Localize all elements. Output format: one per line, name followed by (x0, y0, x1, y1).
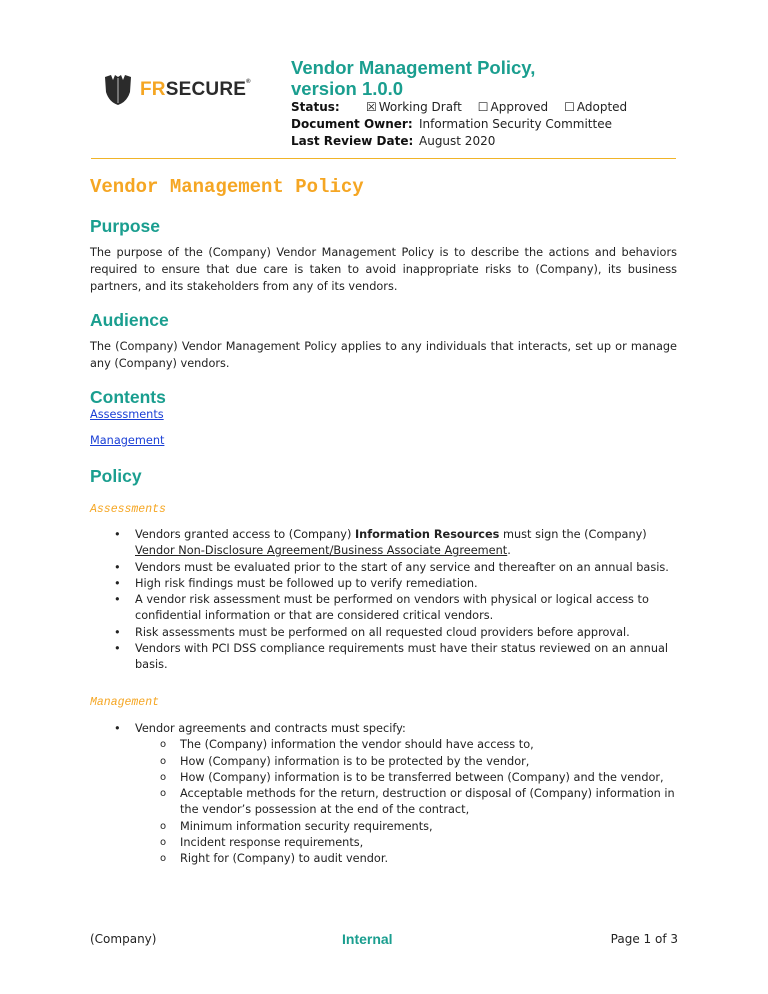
assessments-list (90, 527, 680, 674)
status-working-draft[interactable]: ☒ Working Draft (366, 100, 462, 114)
unchecked-box-icon: ☐ (564, 100, 575, 114)
purpose-heading: Purpose (90, 216, 161, 236)
status-approved[interactable]: ☐ Approved (477, 100, 549, 114)
list-item: o Right for (Company) to audit vendor. (160, 852, 389, 866)
list-item: o How (Company) information is to be protected by the vendor, (160, 754, 530, 768)
main-title: Vendor Management Policy (90, 176, 364, 198)
owner-value: Information Security Committee (419, 117, 612, 131)
logo-text: FRSECURE® (140, 79, 251, 100)
audience-heading: Audience (90, 310, 169, 330)
purpose-text: The purpose of the (Company) Vendor Management Policy is to describe the actions and behaviors required to ensure that due care is taken to avoid inappropriate risks to (Company), its business partners, and its stakeholders from any of its vendors. (90, 246, 677, 293)
document-meta (291, 99, 643, 150)
title-line-2: version 1.0.0 (291, 78, 404, 99)
nda-link[interactable]: Vendor Non-Disclosure Agreement/Business Associate Agreement (135, 544, 508, 558)
review-label: Last Review Date: (291, 134, 414, 148)
list-item: o Minimum information security requirements, (160, 819, 433, 833)
review-value: August 2020 (419, 134, 496, 148)
list-item: • Vendors granted access to (Company) Information Resources must sign the (Company) Vendor Non-Disclosure Agreement/Business Associate Agreement. (114, 528, 647, 558)
list-item: o How (Company) information is to be transferred between (Company) and the vendor, (160, 770, 664, 784)
audience-text: The (Company) Vendor Management Policy applies to any individuals that interacts, set up or manage any (Company) vendors. (90, 340, 677, 370)
list-item: o Acceptable methods for the return, destruction or disposal of (Company) information in the vendor’s possession at the end of the contract, (160, 787, 675, 817)
footer-company: (Company) (90, 932, 157, 946)
title-line-1: Vendor Management Policy, (291, 57, 536, 78)
list-item: • Vendors with PCI DSS compliance requirements must have their status reviewed on an annual basis. (114, 642, 669, 672)
frsecure-logo (103, 74, 251, 106)
policy-heading: Policy (90, 466, 142, 486)
list-item: • A vendor risk assessment must be performed on vendors with physical or logical access to confidential information or that are considered critical vendors. (114, 593, 649, 623)
contents-link-management[interactable]: Management (90, 434, 165, 447)
list-item: • Risk assessments must be performed on all requested cloud providers before approval. (114, 625, 630, 639)
contents-heading: Contents (90, 387, 166, 407)
owner-label: Document Owner: (291, 117, 413, 131)
document-title (291, 57, 535, 99)
footer-classification: Internal (342, 931, 393, 947)
footer-page-number: Page 1 of 3 (610, 932, 678, 946)
management-list (90, 721, 680, 868)
list-item: • Vendor agreements and contracts must specify: o The (Company) information the vendor should have access to, o How (Company) information is to be protected by the vendor, o How (Company) information is to be transferred between (Company) and the vendor, o Acceptable methods for the return, destruction or disposal of (Company) information in the vendor’s possession at the end of the contract, o Minimum information security requirements, o Incident response requirements, o Right for (Company) to audit vendor. (90, 721, 680, 868)
management-heading: Management (90, 696, 160, 709)
management-sublist (135, 737, 680, 867)
assessments-heading: Assessments (90, 503, 166, 516)
list-item: o Incident response requirements, (160, 836, 364, 850)
checked-box-icon: ☒ (366, 100, 377, 114)
status-label: Status: (291, 100, 340, 114)
list-item: • Vendors must be evaluated prior to the start of any service and thereafter on an annual basis. (114, 560, 669, 574)
contents-link-assessments[interactable]: Assessments (90, 408, 164, 421)
status-adopted[interactable]: ☐ Adopted (564, 100, 628, 114)
list-item: o The (Company) information the vendor should have access to, (160, 738, 534, 752)
header-divider (91, 158, 676, 159)
list-item: • High risk findings must be followed up to verify remediation. (114, 576, 478, 590)
shield-icon (103, 74, 133, 106)
unchecked-box-icon: ☐ (477, 100, 489, 114)
